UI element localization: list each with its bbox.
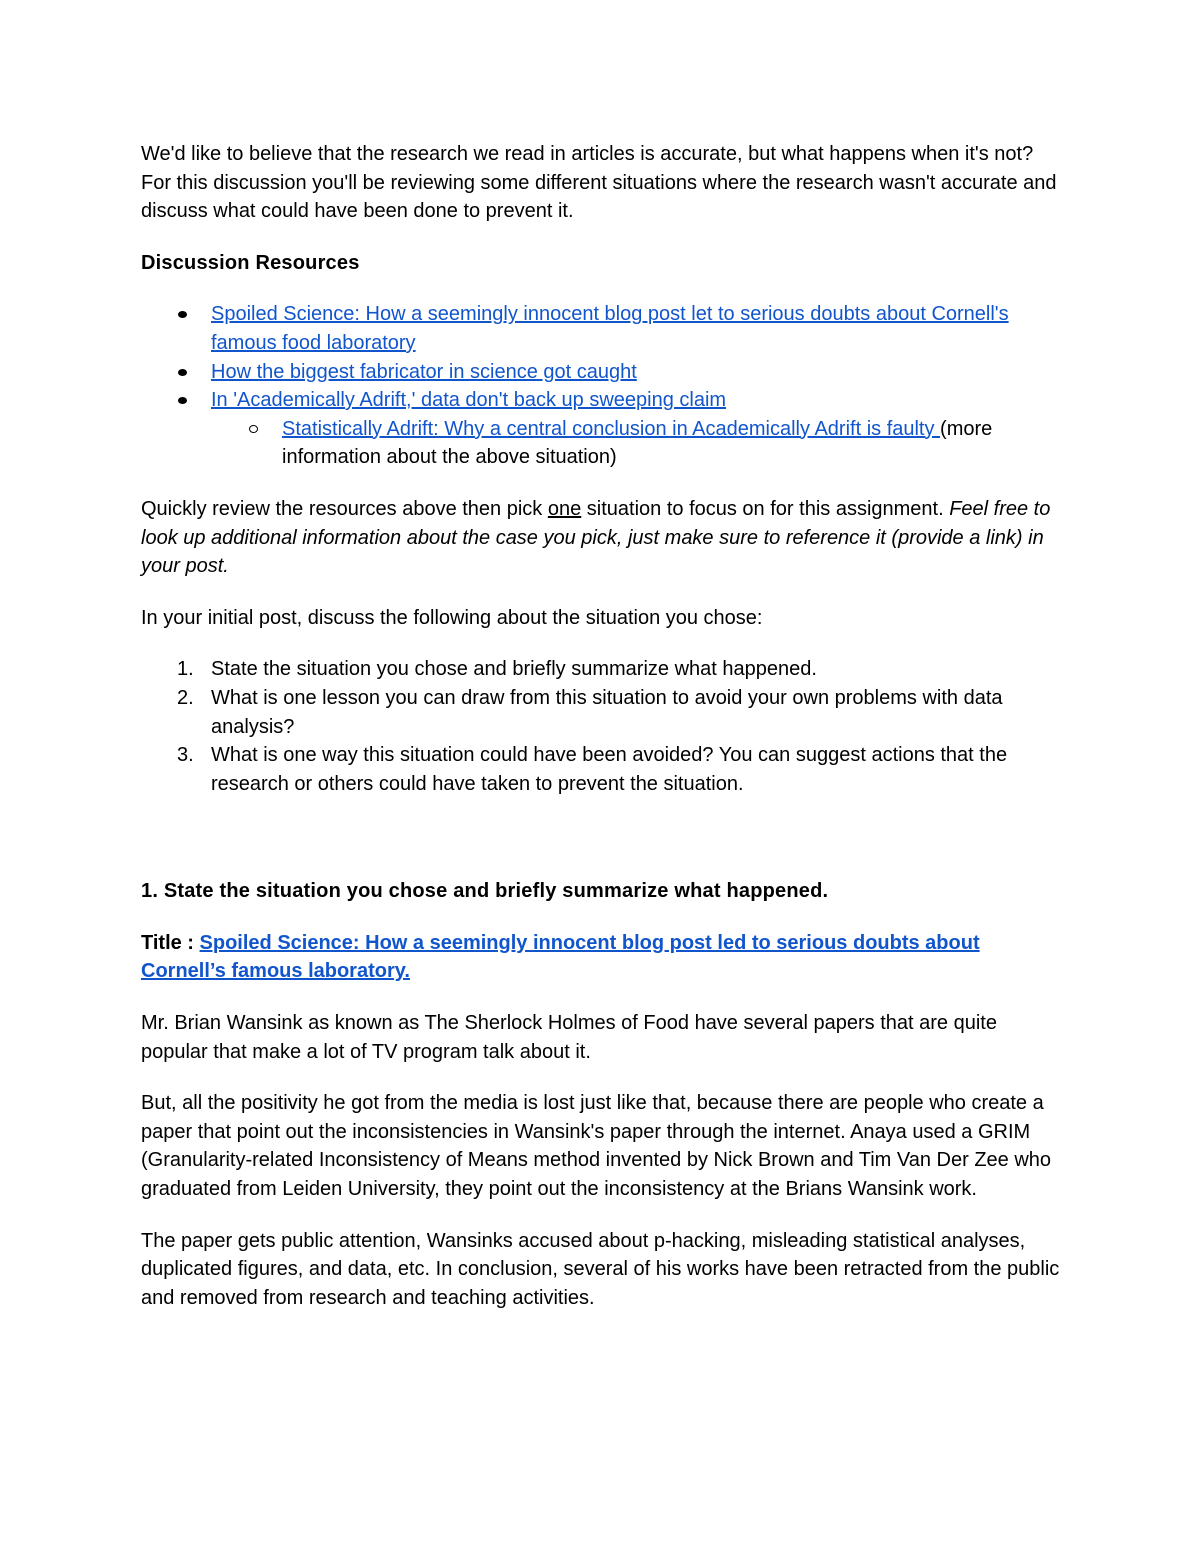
resource-link-spoiled-science[interactable]: Spoiled Science: How a seemingly innocent blog post let to serious doubts about Cornell's famous food laboratory	[211, 303, 1009, 354]
instructions-emphasis: one	[547, 497, 582, 520]
list-item	[141, 300, 1061, 357]
instructions-text: Quickly review the resources above then pick	[141, 497, 548, 520]
answer-paragraph-1: Mr. Brian Wansink as known as The Sherlock Holmes of Food have several papers that are quite popular that make a lot of TV program talk about it.	[141, 1012, 997, 1063]
resource-link-academically-adrift[interactable]: In 'Academically Adrift,' data don't back up sweeping claim	[211, 389, 727, 412]
answer-title-link[interactable]: Spoiled Science: How a seemingly innocent blog post led to serious doubts about Cornell’s famous laboratory.	[141, 931, 980, 983]
instructions-paragraph	[141, 495, 1061, 581]
list-item	[141, 386, 1061, 472]
list-number: 1.	[177, 658, 194, 681]
list-item	[141, 655, 1061, 684]
resources-list	[141, 300, 1061, 472]
resources-sublist	[211, 415, 1061, 472]
answer-paragraph-3: The paper gets public attention, Wansinks accused about p-hacking, misleading statistical analyses, duplicated figures, and data, etc. In conclusion, several of his works have been retracted from the public and removed from research and teaching activities.	[141, 1229, 1060, 1309]
list-item	[141, 358, 1061, 387]
question-text: State the situation you chose and briefly summarize what happened.	[211, 658, 817, 681]
intro-paragraph: We'd like to believe that the research we read in articles is accurate, but what happens when it's not? For this discussion you'll be reviewing some different situations where the research wasn't accurate and discuss what could have been done to prevent it.	[141, 143, 1057, 223]
document-body	[141, 140, 1061, 1335]
questions-list	[141, 655, 1061, 798]
resource-link-biggest-fabricator[interactable]: How the biggest fabricator in science got caught	[211, 360, 637, 383]
title-label: Title :	[141, 931, 200, 954]
answer-heading: 1. State the situation you chose and briefly summarize what happened.	[141, 880, 829, 903]
list-item	[141, 741, 1061, 798]
question-text: What is one way this situation could have been avoided? You can suggest actions that the research or others could have taken to prevent the situation.	[211, 744, 1008, 795]
prompt-paragraph: In your initial post, discuss the following about the situation you chose:	[141, 606, 763, 629]
resource-link-statistically-adrift[interactable]: Statistically Adrift: Why a central conclusion in Academically Adrift is faulty	[282, 417, 941, 440]
list-item	[141, 684, 1061, 741]
list-number: 3.	[177, 744, 194, 767]
question-text: What is one lesson you can draw from this situation to avoid your own problems with data analysis?	[211, 686, 1003, 738]
sub-item-note: (more information about the above situation)	[282, 417, 993, 469]
instructions-italic: Feel free to look up additional information about the case you pick, just make sure to reference it (provide a link) in your post.	[141, 497, 1051, 578]
instructions-text-2: situation to focus on for this assignment.	[581, 497, 950, 520]
answer-title	[141, 929, 1061, 986]
answer-paragraph-2: But, all the positivity he got from the media is lost just like that, because there are people who create a paper that point out the inconsistencies in Wansink's paper through the internet. Anaya used a GRIM (Granularity-related Inconsistency of Means method invented by Nick Brown and Tim Van Der Zee who graduated from Leiden University, they point out the inconsistency at the Brians Wansink work.	[141, 1092, 1052, 1201]
resources-heading: Discussion Resources	[141, 251, 360, 274]
list-item	[211, 415, 1061, 472]
list-number: 2.	[177, 686, 194, 709]
